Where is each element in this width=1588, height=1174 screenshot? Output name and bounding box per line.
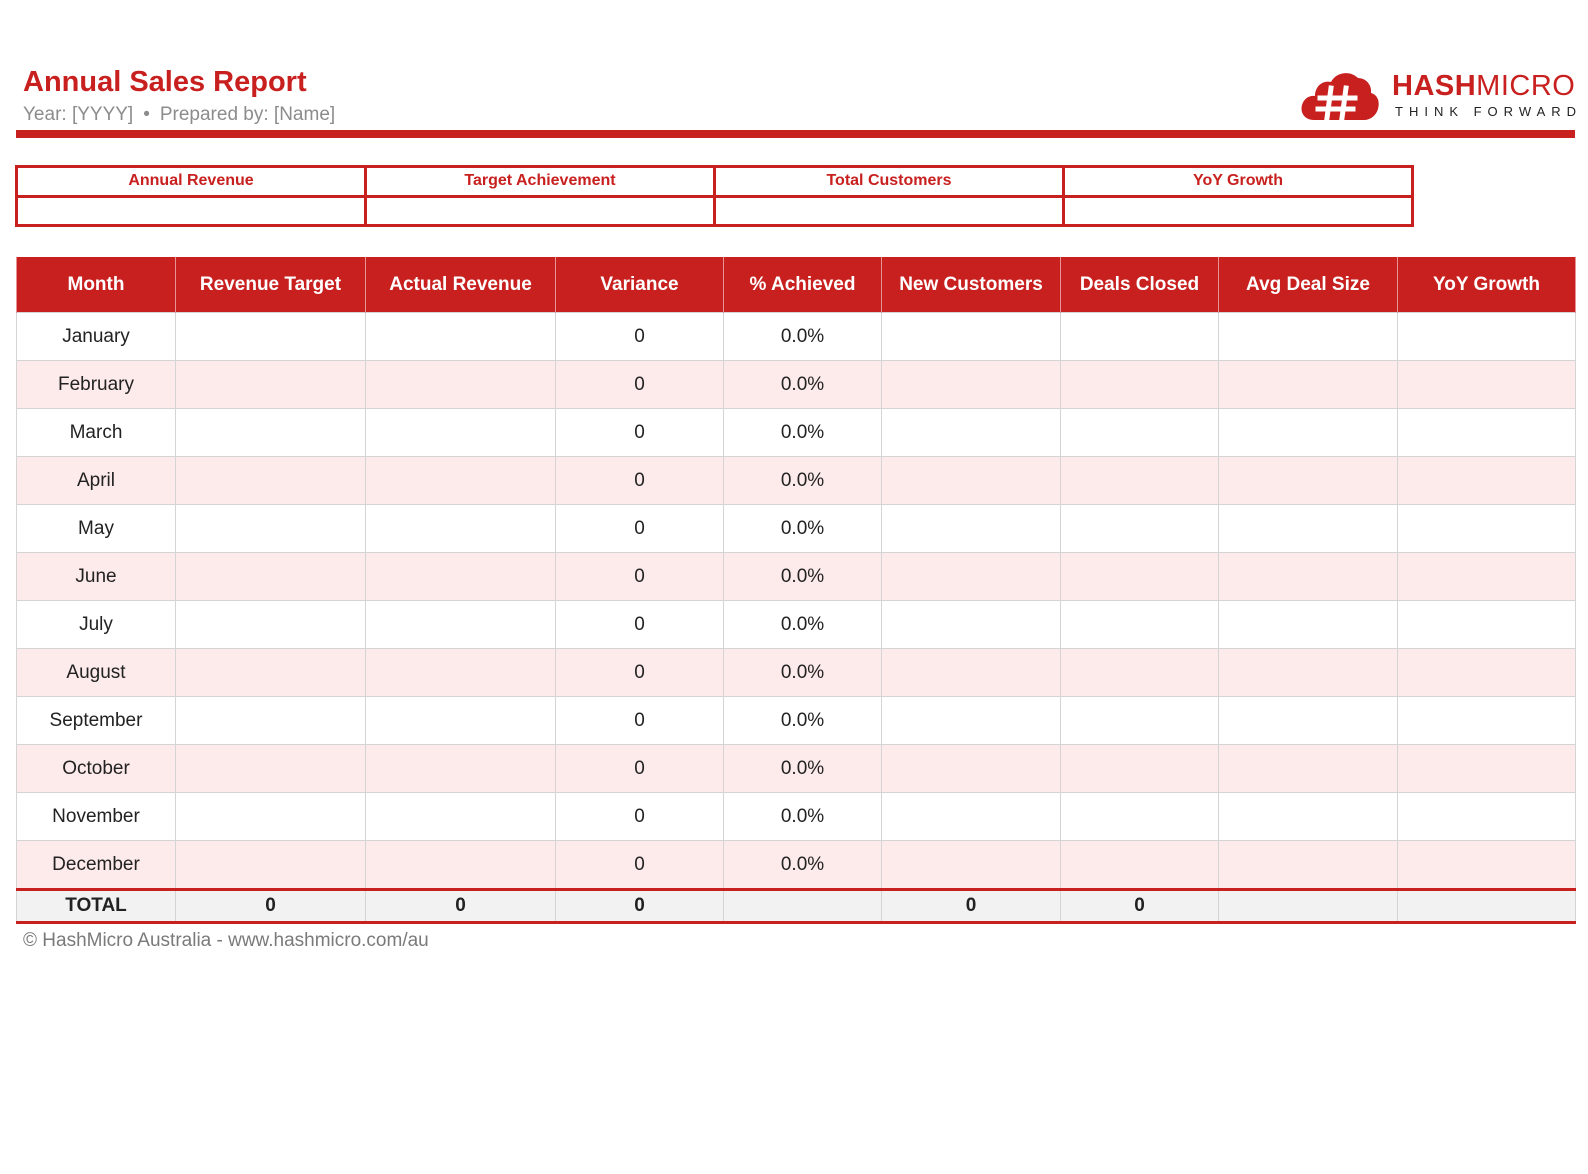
cell-actual-revenue[interactable] <box>366 841 556 890</box>
kpi-label-total-customers: Total Customers <box>715 167 1064 197</box>
col-header-yoy-growth: YoY Growth <box>1398 257 1576 313</box>
total-new-customers: 0 <box>882 890 1061 923</box>
kpi-summary-table <box>15 165 1414 227</box>
table-row <box>17 361 1576 409</box>
cell-achieved[interactable]: 0.0% <box>724 313 882 361</box>
cell-revenue-target[interactable] <box>176 505 366 553</box>
table-row <box>17 457 1576 505</box>
table-row <box>17 841 1576 890</box>
cell-revenue-target[interactable] <box>176 409 366 457</box>
cell-achieved[interactable]: 0.0% <box>724 505 882 553</box>
total-revenue-target: 0 <box>176 890 366 923</box>
cell-avg-deal-size[interactable] <box>1219 649 1398 697</box>
cell-revenue-target[interactable] <box>176 457 366 505</box>
cell-avg-deal-size[interactable] <box>1219 745 1398 793</box>
total-row <box>17 890 1576 923</box>
cell-avg-deal-size[interactable] <box>1219 313 1398 361</box>
cell-new-customers[interactable] <box>882 601 1061 649</box>
table-row <box>17 505 1576 553</box>
cell-actual-revenue[interactable] <box>366 505 556 553</box>
col-header-variance: Variance <box>556 257 724 313</box>
kpi-label-annual-revenue: Annual Revenue <box>17 167 366 197</box>
cell-variance[interactable]: 0 <box>556 697 724 745</box>
hashmicro-logo <box>1300 68 1583 126</box>
cell-new-customers[interactable] <box>882 697 1061 745</box>
cell-yoy-growth[interactable] <box>1398 313 1576 361</box>
prepared-by-label: Prepared by: [Name] <box>159 104 336 125</box>
table-row <box>17 745 1576 793</box>
cell-deals-closed[interactable] <box>1061 361 1219 409</box>
col-header-revenue-target: Revenue Target <box>176 257 366 313</box>
kpi-value-annual-revenue[interactable] <box>17 196 366 226</box>
cell-variance[interactable]: 0 <box>556 841 724 890</box>
separator-dot: • <box>143 104 150 125</box>
cell-yoy-growth[interactable] <box>1398 505 1576 553</box>
cell-deals-closed[interactable] <box>1061 841 1219 890</box>
cell-avg-deal-size[interactable] <box>1219 409 1398 457</box>
cell-achieved[interactable]: 0.0% <box>724 841 882 890</box>
cell-achieved[interactable]: 0.0% <box>724 361 882 409</box>
cell-yoy-growth[interactable] <box>1398 457 1576 505</box>
cell-deals-closed[interactable] <box>1061 313 1219 361</box>
table-row <box>17 697 1576 745</box>
year-label: Year: [YYYY] <box>23 104 134 125</box>
cell-actual-revenue[interactable] <box>366 697 556 745</box>
table-body <box>17 313 1576 890</box>
col-header-month: Month <box>17 257 176 313</box>
header-divider <box>16 130 1575 138</box>
cell-variance[interactable]: 0 <box>556 457 724 505</box>
cell-deals-closed[interactable] <box>1061 553 1219 601</box>
cell-deals-closed[interactable] <box>1061 409 1219 457</box>
cell-month: November <box>17 793 176 841</box>
cell-deals-closed[interactable] <box>1061 697 1219 745</box>
kpi-value-row <box>17 196 1413 226</box>
cell-yoy-growth[interactable] <box>1398 361 1576 409</box>
cloud-hash-icon <box>1300 68 1380 124</box>
logo-tagline: THINK FORWARD <box>1395 104 1583 119</box>
cell-deals-closed[interactable] <box>1061 793 1219 841</box>
col-header-achieved: % Achieved <box>724 257 882 313</box>
cell-variance[interactable]: 0 <box>556 313 724 361</box>
cell-achieved[interactable]: 0.0% <box>724 697 882 745</box>
page-title: Annual Sales Report <box>23 66 307 98</box>
cell-yoy-growth[interactable] <box>1398 409 1576 457</box>
cell-yoy-growth[interactable] <box>1398 601 1576 649</box>
cell-variance[interactable]: 0 <box>556 649 724 697</box>
table-row <box>17 649 1576 697</box>
total-yoy-growth <box>1398 890 1576 923</box>
cell-yoy-growth[interactable] <box>1398 649 1576 697</box>
cell-revenue-target[interactable] <box>176 793 366 841</box>
cell-deals-closed[interactable] <box>1061 745 1219 793</box>
cell-month: September <box>17 697 176 745</box>
cell-revenue-target[interactable] <box>176 649 366 697</box>
col-header-new-customers: New Customers <box>882 257 1061 313</box>
cell-new-customers[interactable] <box>882 793 1061 841</box>
cell-month: May <box>17 505 176 553</box>
col-header-deals-closed: Deals Closed <box>1061 257 1219 313</box>
kpi-value-total-customers[interactable] <box>715 196 1064 226</box>
cell-yoy-growth[interactable] <box>1398 841 1576 890</box>
cell-achieved[interactable]: 0.0% <box>724 649 882 697</box>
cell-achieved[interactable]: 0.0% <box>724 745 882 793</box>
cell-variance[interactable]: 0 <box>556 361 724 409</box>
cell-achieved[interactable]: 0.0% <box>724 553 882 601</box>
table-row <box>17 793 1576 841</box>
cell-revenue-target[interactable] <box>176 361 366 409</box>
cell-new-customers[interactable] <box>882 409 1061 457</box>
cell-new-customers[interactable] <box>882 313 1061 361</box>
cell-actual-revenue[interactable] <box>366 457 556 505</box>
logo-wordmark: HASHMICRO <box>1392 70 1576 102</box>
cell-month: August <box>17 649 176 697</box>
cell-deals-closed[interactable] <box>1061 601 1219 649</box>
kpi-label-row <box>17 167 1413 197</box>
cell-month: July <box>17 601 176 649</box>
cell-actual-revenue[interactable] <box>366 409 556 457</box>
cell-avg-deal-size[interactable] <box>1219 601 1398 649</box>
cell-actual-revenue[interactable] <box>366 313 556 361</box>
cell-actual-revenue[interactable] <box>366 361 556 409</box>
cell-actual-revenue[interactable] <box>366 793 556 841</box>
table-row <box>17 313 1576 361</box>
cell-revenue-target[interactable] <box>176 745 366 793</box>
cell-achieved[interactable]: 0.0% <box>724 793 882 841</box>
table-header-row <box>17 257 1576 313</box>
monthly-sales-table <box>16 257 1576 924</box>
total-variance: 0 <box>556 890 724 923</box>
cell-month: March <box>17 409 176 457</box>
report-meta <box>23 102 335 128</box>
cell-yoy-growth[interactable] <box>1398 793 1576 841</box>
cell-avg-deal-size[interactable] <box>1219 361 1398 409</box>
cell-month: October <box>17 745 176 793</box>
cell-variance[interactable]: 0 <box>556 601 724 649</box>
cell-avg-deal-size[interactable] <box>1219 505 1398 553</box>
cell-variance[interactable]: 0 <box>556 793 724 841</box>
kpi-label-target-achievement: Target Achievement <box>366 167 715 197</box>
cell-avg-deal-size[interactable] <box>1219 841 1398 890</box>
kpi-value-yoy-growth[interactable] <box>1064 196 1413 226</box>
cell-month: April <box>17 457 176 505</box>
cell-actual-revenue[interactable] <box>366 649 556 697</box>
table-row <box>17 553 1576 601</box>
cell-revenue-target[interactable] <box>176 601 366 649</box>
cell-new-customers[interactable] <box>882 745 1061 793</box>
cell-deals-closed[interactable] <box>1061 649 1219 697</box>
cell-avg-deal-size[interactable] <box>1219 553 1398 601</box>
footer-copyright: © HashMicro Australia - www.hashmicro.com/au <box>23 930 429 951</box>
total-label: TOTAL <box>17 890 176 923</box>
cell-new-customers[interactable] <box>882 505 1061 553</box>
cell-avg-deal-size[interactable] <box>1219 457 1398 505</box>
cell-deals-closed[interactable] <box>1061 457 1219 505</box>
cell-variance[interactable]: 0 <box>556 409 724 457</box>
cell-revenue-target[interactable] <box>176 841 366 890</box>
cell-month: January <box>17 313 176 361</box>
cell-new-customers[interactable] <box>882 457 1061 505</box>
cell-avg-deal-size[interactable] <box>1219 793 1398 841</box>
total-avg-deal-size <box>1219 890 1398 923</box>
cell-avg-deal-size[interactable] <box>1219 697 1398 745</box>
cell-yoy-growth[interactable] <box>1398 553 1576 601</box>
cell-new-customers[interactable] <box>882 649 1061 697</box>
cell-deals-closed[interactable] <box>1061 505 1219 553</box>
cell-actual-revenue[interactable] <box>366 553 556 601</box>
col-header-avg-deal-size: Avg Deal Size <box>1219 257 1398 313</box>
cell-actual-revenue[interactable] <box>366 745 556 793</box>
kpi-label-yoy-growth: YoY Growth <box>1064 167 1413 197</box>
cell-revenue-target[interactable] <box>176 313 366 361</box>
cell-new-customers[interactable] <box>882 841 1061 890</box>
table-row <box>17 601 1576 649</box>
cell-achieved[interactable]: 0.0% <box>724 409 882 457</box>
total-achieved <box>724 890 882 923</box>
cell-new-customers[interactable] <box>882 361 1061 409</box>
kpi-value-target-achievement[interactable] <box>366 196 715 226</box>
cell-variance[interactable]: 0 <box>556 745 724 793</box>
cell-achieved[interactable]: 0.0% <box>724 601 882 649</box>
cell-yoy-growth[interactable] <box>1398 745 1576 793</box>
table-row <box>17 409 1576 457</box>
cell-month: June <box>17 553 176 601</box>
cell-month: February <box>17 361 176 409</box>
cell-revenue-target[interactable] <box>176 697 366 745</box>
col-header-actual-revenue: Actual Revenue <box>366 257 556 313</box>
cell-yoy-growth[interactable] <box>1398 697 1576 745</box>
total-deals-closed: 0 <box>1061 890 1219 923</box>
cell-variance[interactable]: 0 <box>556 553 724 601</box>
total-actual-revenue: 0 <box>366 890 556 923</box>
cell-revenue-target[interactable] <box>176 553 366 601</box>
cell-new-customers[interactable] <box>882 553 1061 601</box>
cell-month: December <box>17 841 176 890</box>
cell-achieved[interactable]: 0.0% <box>724 457 882 505</box>
cell-variance[interactable]: 0 <box>556 505 724 553</box>
cell-actual-revenue[interactable] <box>366 601 556 649</box>
